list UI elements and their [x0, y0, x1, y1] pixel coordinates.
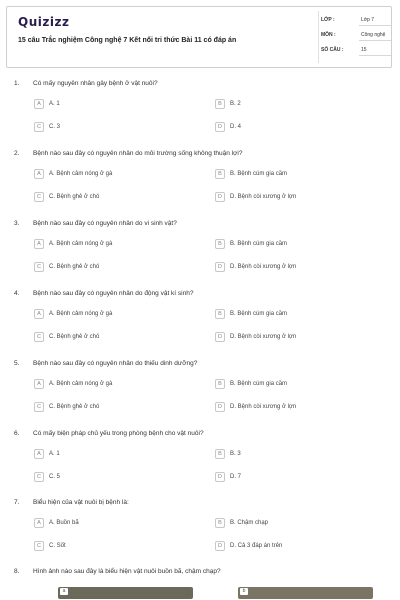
- option-letter-box: D: [215, 541, 225, 551]
- question-text: Bệnh nào sau đây có nguyên nhân do vi sinh vật?: [33, 220, 177, 227]
- option-letter-box: A: [34, 239, 44, 249]
- option-text: A. Bệnh cảm nóng ở gà: [49, 170, 113, 177]
- question-number: 3.: [14, 220, 20, 227]
- option-letter-box: B: [215, 379, 225, 389]
- question-count-label: SỐ CÂU :: [321, 47, 344, 53]
- grade-value: Lớp 7: [361, 17, 375, 23]
- option-text: C. Bệnh ghẻ ở chó: [49, 403, 100, 410]
- option-text: B. 2: [230, 100, 241, 107]
- option-text: C. 5: [49, 473, 61, 480]
- question-count-value: 15: [361, 47, 367, 53]
- option-letter-box: D: [215, 262, 225, 272]
- question-text: Bệnh nào sau đây có nguyên nhân do thiếu dinh dưỡng?: [33, 360, 198, 367]
- option-letter-box: C: [34, 332, 44, 342]
- option-text: C. Bệnh ghẻ ở chó: [49, 333, 100, 340]
- question-number: 1.: [14, 80, 20, 87]
- option-letter-box: C: [34, 122, 44, 132]
- option-text: A. 1: [49, 450, 60, 457]
- option-letter-box: A: [34, 518, 44, 528]
- option-letter-box: C: [34, 541, 44, 551]
- option-letter-box: D: [215, 472, 225, 482]
- option-text: B. 3: [230, 450, 241, 457]
- option-text: B. Bệnh cúm gia cầm: [230, 310, 288, 317]
- option-text: A. Bệnh cảm nóng ở gà: [49, 380, 113, 387]
- option-text: A. 1: [49, 100, 60, 107]
- question-number: 4.: [14, 290, 20, 297]
- option-text: A. Buồn bã: [49, 519, 79, 526]
- option-text: B. Bệnh cúm gia cầm: [230, 380, 288, 387]
- option-letter-box: C: [34, 402, 44, 412]
- option-letter-box: B: [215, 309, 225, 319]
- option-text: D. 7: [230, 473, 242, 480]
- option-letter-box: B: [215, 169, 225, 179]
- option-letter-box: B: [215, 239, 225, 249]
- option-text: B. Bệnh cúm gia cầm: [230, 170, 288, 177]
- option-letter-box: D: [215, 402, 225, 412]
- option-text: B. Bệnh cúm gia cầm: [230, 240, 288, 247]
- option-letter-box: B: [215, 518, 225, 528]
- option-letter-box: A: [34, 379, 44, 389]
- option-text: D. Bệnh còi xương ở lợn: [230, 403, 297, 410]
- option-letter-box: A: [34, 169, 44, 179]
- question-number: 6.: [14, 430, 20, 437]
- option-letter-box: D: [215, 332, 225, 342]
- question-text: Bệnh nào sau đây có nguyên nhân do môi trường sống không thuận lợi?: [33, 150, 243, 157]
- header-divider: [318, 11, 319, 63]
- option-text: D. Bệnh còi xương ở lợn: [230, 333, 297, 340]
- option-letter-box: B: [215, 99, 225, 109]
- question-number: 2.: [14, 150, 20, 157]
- question-count-underline: [359, 55, 391, 56]
- grade-underline: [359, 25, 391, 26]
- quizizz-logo[interactable]: Quizizz: [18, 15, 70, 29]
- option-text: D. Bệnh còi xương ở lợn: [230, 193, 297, 200]
- question-number: 8.: [14, 568, 20, 575]
- option-letter-box: D: [215, 192, 225, 202]
- option-letter-box: A: [34, 449, 44, 459]
- option-text: C. Sốt: [49, 542, 66, 549]
- option-text: D. 4: [230, 123, 242, 130]
- option-letter-box: C: [34, 472, 44, 482]
- image-option-label: a: [60, 588, 68, 595]
- question-number: 7.: [14, 499, 20, 506]
- option-text: A. Bệnh cảm nóng ở gà: [49, 240, 113, 247]
- image-option-a[interactable]: [58, 587, 193, 599]
- option-letter-box: C: [34, 262, 44, 272]
- option-text: C. Bệnh ghẻ ở chó: [49, 193, 100, 200]
- option-text: C. Bệnh ghẻ ở chó: [49, 263, 100, 270]
- option-text: A. Bệnh cảm nóng ở gà: [49, 310, 113, 317]
- option-letter-box: B: [215, 449, 225, 459]
- option-letter-box: A: [34, 99, 44, 109]
- option-text: D. Bệnh còi xương ở lợn: [230, 263, 297, 270]
- image-option-label: b: [240, 588, 248, 595]
- option-letter-box: C: [34, 192, 44, 202]
- option-text: C. 3: [49, 123, 61, 130]
- page-title: 15 câu Trắc nghiệm Công nghệ 7 Kết nối tri thức Bài 11 có đáp án: [18, 37, 237, 44]
- question-text: Có mấy biện pháp chủ yếu trong phòng bệnh cho vật nuôi?: [33, 430, 204, 437]
- question-text: Biểu hiện của vật nuôi bị bệnh là:: [33, 499, 129, 506]
- option-letter-box: A: [34, 309, 44, 319]
- subject-label: MÔN :: [321, 32, 336, 38]
- question-number: 5.: [14, 360, 20, 367]
- option-letter-box: D: [215, 122, 225, 132]
- question-text: Hình ảnh nào sau đây là biểu hiện vật nuôi buồn bã, chậm chạp?: [33, 568, 221, 575]
- question-text: Bệnh nào sau đây có nguyên nhân do động vật kí sinh?: [33, 290, 194, 297]
- image-option-b[interactable]: [238, 587, 373, 599]
- subject-value: Công nghệ: [361, 32, 386, 38]
- option-text: D. Cả 3 đáp án trên: [230, 542, 283, 549]
- question-text: Có mấy nguyên nhân gây bệnh ở vật nuôi?: [33, 80, 158, 87]
- option-text: B. Chậm chạp: [230, 519, 269, 526]
- subject-underline: [359, 40, 391, 41]
- worksheet-header: [6, 6, 392, 68]
- grade-label: LỚP :: [321, 17, 335, 23]
